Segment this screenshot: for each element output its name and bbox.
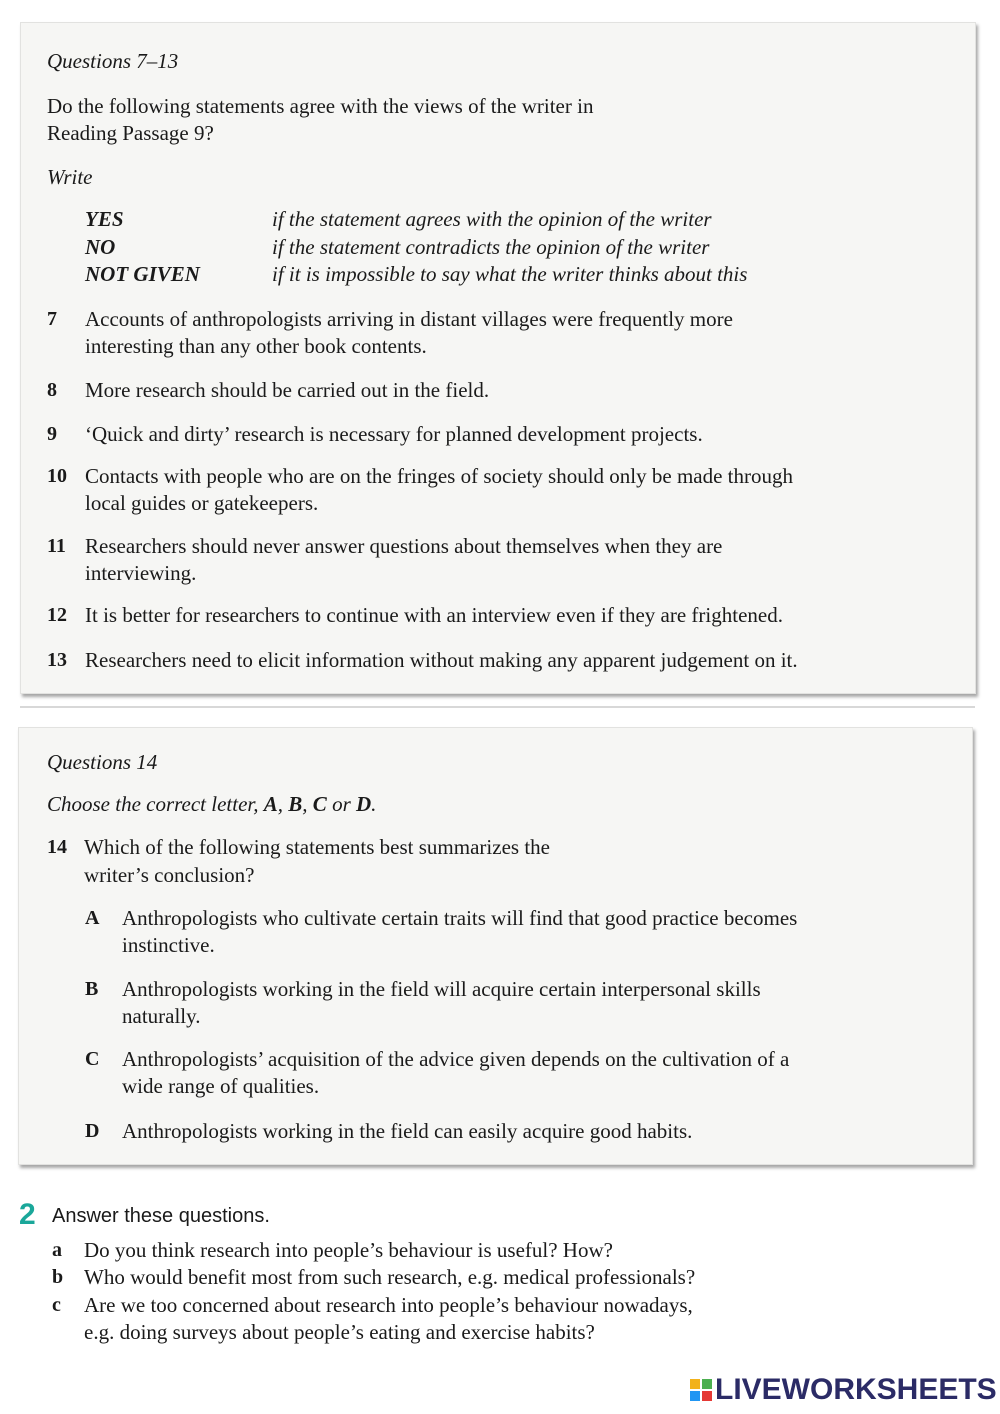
question-14-heading: Questions 14 xyxy=(47,750,158,774)
question-14-stem: Which of the following statements best summarizes the xyxy=(84,835,550,859)
question-number: 9 xyxy=(47,423,57,445)
item-letter-b: b xyxy=(52,1266,64,1288)
discussion-question: Who would benefit most from such research, e.g. medical professionals? xyxy=(84,1265,696,1289)
question-number: 8 xyxy=(47,379,57,401)
liveworksheets-logo-icon xyxy=(690,1379,712,1401)
option-text-a: Anthropologists who cultivate certain traits will find that good practice becomes xyxy=(122,906,798,930)
question-text: interesting than any other book contents. xyxy=(85,334,427,358)
key-meaning-no: if the statement contradicts the opinion of the writer xyxy=(272,235,710,259)
questions-7-13-heading: Questions 7–13 xyxy=(47,49,179,73)
question-number: 7 xyxy=(47,308,57,330)
option-letter-d: D xyxy=(85,1120,100,1142)
liveworksheets-logo[interactable] xyxy=(690,1373,997,1407)
write-label: Write xyxy=(47,165,93,189)
question-text: Accounts of anthropologists arriving in distant villages were frequently more xyxy=(85,307,733,331)
question-text: More research should be carried out in the field. xyxy=(85,378,490,402)
question-14-stem: writer’s conclusion? xyxy=(84,863,255,887)
question-number: 10 xyxy=(47,465,67,487)
option-letter-b: B xyxy=(85,978,99,1000)
discussion-question: Are we too concerned about research into people’s behaviour nowadays, xyxy=(84,1293,693,1317)
question-text: local guides or gatekeepers. xyxy=(85,491,319,515)
option-text-c: Anthropologists’ acquisition of the advice given depends on the cultivation of a xyxy=(122,1047,790,1071)
option-text-b: Anthropologists working in the field will acquire certain interpersonal skills xyxy=(122,977,761,1001)
discussion-question: Do you think research into people’s behaviour is useful? How? xyxy=(84,1238,613,1262)
key-term-no: NO xyxy=(85,235,116,259)
choose-letter-instruction: Choose the correct letter, A, B, C or D. xyxy=(47,792,377,816)
discussion-question: e.g. doing surveys about people’s eating and exercise habits? xyxy=(84,1320,595,1344)
key-meaning-yes: if the statement agrees with the opinion of the writer xyxy=(272,207,712,231)
key-term-yes: YES xyxy=(85,207,124,231)
question-text: Researchers need to elicit information without making any apparent judgement on it. xyxy=(85,648,798,672)
option-text-b: naturally. xyxy=(122,1004,201,1028)
key-meaning-not-given: if it is impossible to say what the writer thinks about this xyxy=(272,262,748,286)
section-2-title: Answer these questions. xyxy=(52,1205,270,1227)
option-letter-c: C xyxy=(85,1048,100,1070)
option-text-c: wide range of qualities. xyxy=(122,1074,320,1098)
divider xyxy=(20,706,975,708)
question-text: It is better for researchers to continue with an interview even if they are frightened. xyxy=(85,603,783,627)
instruction-line-1: Do the following statements agree with the views of the writer in xyxy=(47,94,594,118)
item-letter-a: a xyxy=(52,1239,62,1261)
option-text-a: instinctive. xyxy=(122,933,215,957)
instruction-line-2: Reading Passage 9? xyxy=(47,121,214,145)
question-text: interviewing. xyxy=(85,561,197,585)
question-number: 12 xyxy=(47,604,67,626)
question-number: 11 xyxy=(47,535,66,557)
logo-text: LIVEWORKSHEETS xyxy=(715,1373,997,1406)
question-text: Researchers should never answer questions about themselves when they are xyxy=(85,534,723,558)
option-text-d: Anthropologists working in the field can easily acquire good habits. xyxy=(122,1119,693,1143)
section-number: 2 xyxy=(19,1198,36,1231)
option-letter-a: A xyxy=(85,907,100,929)
question-number: 14 xyxy=(47,836,67,858)
question-number: 13 xyxy=(47,649,67,671)
key-term-not-given: NOT GIVEN xyxy=(85,262,200,286)
question-text: Contacts with people who are on the fringes of society should only be made through xyxy=(85,464,794,488)
question-text: ‘Quick and dirty’ research is necessary for planned development projects. xyxy=(85,422,703,446)
item-letter-c: c xyxy=(52,1294,61,1316)
